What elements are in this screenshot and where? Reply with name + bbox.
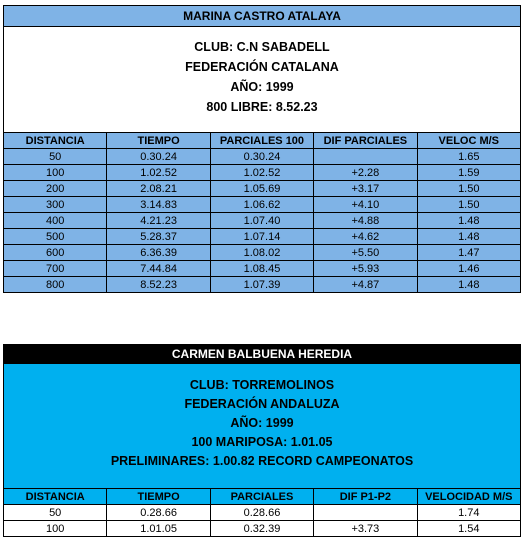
table-row [4,181,521,197]
cell-split: 1.08.02 [210,245,313,261]
cell-time: 2.08.21 [107,181,210,197]
cell-distance: 100 [4,165,107,181]
table-row [4,149,521,165]
cell-time: 8.52.23 [107,277,210,293]
col-splits: PARCIALES [210,489,313,505]
cell-speed: 1.59 [417,165,520,181]
cell-split: 0.28.66 [210,505,313,521]
cell-split: 1.06.62 [210,197,313,213]
cell-speed: 1.65 [417,149,520,165]
col-time: TIEMPO [107,133,210,149]
cell-speed: 1.50 [417,197,520,213]
col-split-diff: DIF PARCIALES [314,133,417,149]
col-distance: DISTANCIA [4,133,107,149]
cell-distance: 400 [4,213,107,229]
cell-speed: 1.48 [417,229,520,245]
cell-time: 6.36.39 [107,245,210,261]
cell-time: 0.28.66 [107,505,210,521]
card-title: CARMEN BALBUENA HEREDIA [3,344,521,364]
cell-distance: 200 [4,181,107,197]
table-row [4,213,521,229]
cell-distance: 500 [4,229,107,245]
cell-speed: 1.50 [417,181,520,197]
cell-time: 3.14.83 [107,197,210,213]
federation-line: FEDERACIÓN ANDALUZA [184,397,340,411]
table-row [4,277,521,293]
cell-distance: 50 [4,505,107,521]
year-line: AÑO: 1999 [230,416,294,430]
cell-split: 1.07.14 [210,229,313,245]
cell-diff: +2.28 [314,165,417,181]
cell-distance: 50 [4,149,107,165]
cell-split: 1.02.52 [210,165,313,181]
club-line: CLUB: TORREMOLINOS [189,378,335,392]
table-row [4,229,521,245]
cell-diff: +4.62 [314,229,417,245]
cell-distance: 700 [4,261,107,277]
cell-split: 1.07.39 [210,277,313,293]
cell-split: 1.07.40 [210,213,313,229]
cell-split: 1.05.69 [210,181,313,197]
cell-distance: 300 [4,197,107,213]
card-title: MARINA CASTRO ATALAYA [3,5,521,27]
table-row [4,261,521,277]
cell-speed: 1.54 [417,521,520,537]
cell-diff: +4.10 [314,197,417,213]
splits-table [3,132,521,293]
col-speed: VELOC M/S [417,133,520,149]
cell-diff: +5.93 [314,261,417,277]
col-splits: PARCIALES 100 [210,133,313,149]
table-row [4,165,521,181]
table-row [4,245,521,261]
col-time: TIEMPO [107,489,210,505]
swimmer-card-marina [3,5,521,293]
cell-speed: 1.74 [417,505,520,521]
col-distance: DISTANCIA [4,489,107,505]
cell-split: 0.32.39 [210,521,313,537]
cell-diff: +5.50 [314,245,417,261]
table-header-row [4,489,521,505]
table-header-row [4,133,521,149]
swimmer-card-carmen [3,344,521,537]
cell-diff [314,149,417,165]
card-info [3,27,521,132]
table-row [4,505,521,521]
cell-split: 1.08.45 [210,261,313,277]
table-row [4,521,521,537]
year-line: AÑO: 1999 [230,80,294,94]
col-speed: VELOCIDAD M/S [417,489,520,505]
table-row [4,197,521,213]
cell-distance: 800 [4,277,107,293]
event-line: 100 MARIPOSA: 1.01.05 [191,435,333,449]
cell-diff: +3.17 [314,181,417,197]
preliminaries-line: PRELIMINARES: 1.00.82 RECORD CAMPEONATOS [110,454,414,468]
cell-speed: 1.48 [417,277,520,293]
federation-line: FEDERACIÓN CATALANA [185,60,339,74]
cell-diff: +4.88 [314,213,417,229]
cell-time: 0.30.24 [107,149,210,165]
event-line: 800 LIBRE: 8.52.23 [206,100,318,114]
cell-diff: +3.73 [314,521,417,537]
cell-time: 5.28.37 [107,229,210,245]
cell-distance: 600 [4,245,107,261]
cell-split: 0.30.24 [210,149,313,165]
cell-time: 1.02.52 [107,165,210,181]
splits-table [3,488,521,537]
cell-diff [314,505,417,521]
cell-time: 7.44.84 [107,261,210,277]
col-split-diff: DIF P1-P2 [314,489,417,505]
cell-speed: 1.46 [417,261,520,277]
club-line: CLUB: C.N SABADELL [194,40,330,54]
cell-speed: 1.48 [417,213,520,229]
cell-time: 1.01.05 [107,521,210,537]
cell-speed: 1.47 [417,245,520,261]
cell-time: 4.21.23 [107,213,210,229]
card-info [3,364,521,488]
cell-diff: +4.87 [314,277,417,293]
cell-distance: 100 [4,521,107,537]
